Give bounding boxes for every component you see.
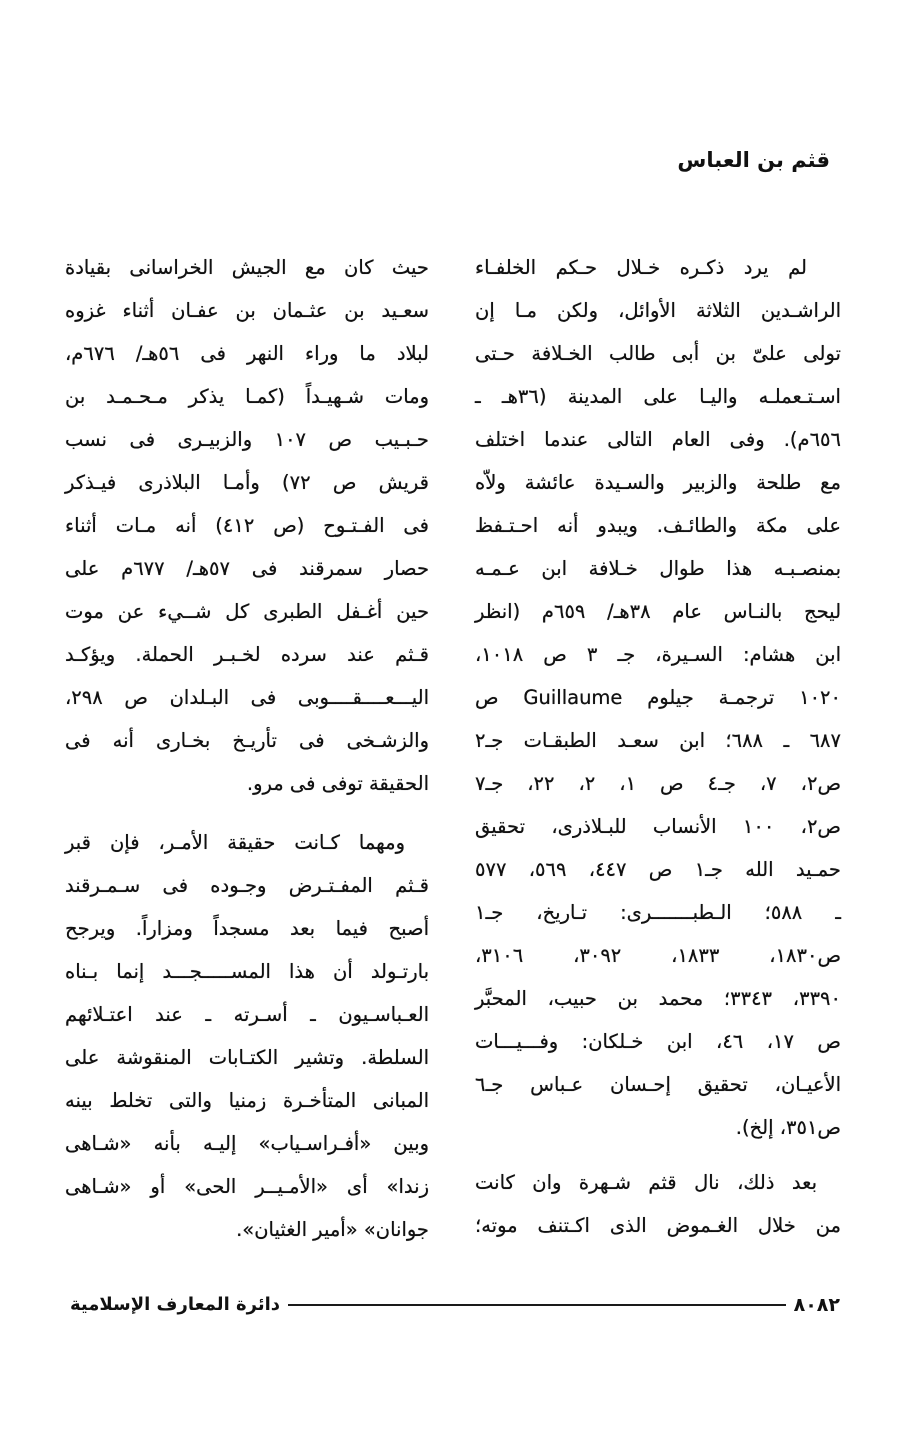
text-line: اسـتـعملـه واليـا على المدينة (٣٦هـ ـ bbox=[475, 385, 841, 408]
text-line: ١٠٢٠ ترجمـة جيلوم Guillaume ص bbox=[475, 686, 841, 709]
text-line: ص ١٧، ٤٦، ابن خـلكان: وفـــيـــات bbox=[475, 1030, 841, 1053]
text-line: العـباسـيون ـ أسـرته ـ عند اعتـلائهم bbox=[65, 1003, 429, 1026]
page-footer bbox=[0, 1290, 915, 1320]
text-line: تولى علىّ بن أبى طالب الخـلافة حـتى bbox=[475, 342, 841, 365]
text-line: ٦٥٦م). وفى العام التالى عندما اختلف bbox=[475, 428, 841, 451]
text-line: ٣٣٩٠، ٣٣٤٣؛ محمد بن حبيب، المحبَّر bbox=[475, 987, 841, 1010]
text-line: على مكة والطائـف. ويبدو أنه احـتـفظ bbox=[475, 514, 841, 537]
text-line: بعد ذلك، نال قثم شـهرة وان كانت bbox=[475, 1171, 817, 1194]
text-line: ـ ٥٨٨؛ الـطبـــــــرى: تـاريخ، جـ١ bbox=[475, 901, 841, 924]
column-right bbox=[475, 246, 841, 1247]
text-line: السلطة. وتشير الكتـابات المنقوشة على bbox=[65, 1046, 429, 1069]
text-line: حين أغـفل الطبرى كل شــيء عن موت bbox=[65, 600, 429, 623]
text-line: ابن هشام: السـيرة، جـ ٣ ص ١٠١٨، bbox=[475, 643, 841, 666]
page-number: ٨٠٨٢ bbox=[793, 1294, 840, 1316]
text-line: أصبح فيما بعد مسجداً ومزاراً. ويرجح bbox=[65, 917, 429, 940]
text-line: حصار سمرقند فى ٥٧هـ/ ٦٧٧م على bbox=[65, 557, 429, 580]
text-line: سعـيد بن عثـمان بن عفـان أثناء غزوه bbox=[65, 299, 429, 322]
text-line: الحقيقة توفى فى مرو. bbox=[246, 772, 429, 795]
text-line: ص٢، ١٠٠ الأنساب للبـلاذرى، تحقيق bbox=[475, 815, 841, 838]
text-line: زندا» أى «الأمـيــر الحى» أو «شـاهى bbox=[65, 1175, 429, 1198]
text-line: جوانان» «أمير الغثيان». bbox=[236, 1218, 429, 1241]
text-line: وبين «أفـراسـياب» إليـه بأنه «شـاهى bbox=[65, 1132, 429, 1155]
text-line: الأعيـان، تحقيق إحـسان عـباس جـ٦ bbox=[475, 1073, 841, 1096]
text-line: بارتـولد أن هذا المســـــجـــد إنما بـناه bbox=[65, 960, 429, 983]
paragraph bbox=[475, 1161, 841, 1247]
text-line: المبانى المتأخـرة زمنيا والتى تخلط بينه bbox=[65, 1089, 429, 1112]
text-line: لم يرد ذكـره خـلال حـكم الخلفـاء bbox=[475, 256, 807, 279]
text-line: حمـيد الله جـ١ ص ٤٤٧، ٥٦٩، ٥٧٧ bbox=[475, 858, 841, 881]
text-line: ص٢، ٧، جـ٤ ص ١، ٢، ٢٢، جـ٧ bbox=[475, 772, 842, 795]
text-line: والزشـخى فى تأريـخ بخـارى أنه فى bbox=[65, 729, 429, 752]
text-line: بمنصـبـه هذا طوال خـلافة ابن عـمـه bbox=[475, 557, 841, 580]
text-line: قـثم عند سرده لخـبـر الحملة. ويؤكـد bbox=[65, 643, 429, 666]
text-line: قـثم المفـتـرض وجـوده فى سـمـرقند bbox=[65, 874, 429, 897]
text-line: مع طلحة والزبير والسـيدة عائشة ولاّه bbox=[475, 471, 841, 494]
text-line: ليحج بالنـاس عام ٣٨هـ/ ٦٥٩م (انظر bbox=[475, 600, 842, 623]
text-line: لبلاد ما وراء النهر فى ٥٦هـ/ ٦٧٦م، bbox=[65, 342, 429, 365]
footer-rule bbox=[288, 1304, 786, 1306]
text-line: حيث كان مع الجيش الخراسانى بقيادة bbox=[65, 256, 429, 279]
text-line: ص١٨٣٠، ١٨٣٣، ٣٠٩٢، ٣١٠٦، bbox=[475, 944, 842, 967]
text-line: ومهما كـانت حقيقة الأمـر، فإن قبر bbox=[65, 831, 405, 854]
text-line: ص٣٥١، إلخ). bbox=[735, 1116, 841, 1139]
text-line: من خلال الغـموض الذى اكـتنف موته؛ bbox=[475, 1214, 841, 1237]
text-line: ٦٨٧ ـ ٦٨٨؛ ابن سعـد الطبقـات جـ٢ bbox=[475, 729, 841, 752]
text-line: حـبـيب ص ١٠٧ والزبيـرى فى نسب bbox=[65, 428, 429, 451]
running-header-title: قثم بن العباس bbox=[677, 148, 830, 172]
text-line: ومات شـهيـداً (كمـا يذكر مـحـمـد بن bbox=[65, 385, 429, 408]
paragraph bbox=[65, 821, 429, 1251]
text-line: فى الفـتـوح (ص ٤١٢) أنه مـات أثناء bbox=[65, 514, 429, 537]
paragraph bbox=[65, 246, 429, 805]
text-line: قريش ص ٧٢) وأمـا البلاذرى فيـذكر bbox=[65, 471, 430, 494]
text-line: الراشـدين الثلاثة الأوائل، ولكن مـا إن bbox=[475, 299, 841, 322]
publication-title: دائرة المعارف الإسلامية bbox=[69, 1294, 280, 1315]
text-line: اليـــعــــقــــوبى فى البـلدان ص ٢٩٨، bbox=[65, 686, 429, 709]
column-left bbox=[65, 246, 429, 1251]
paragraph bbox=[475, 246, 841, 1149]
